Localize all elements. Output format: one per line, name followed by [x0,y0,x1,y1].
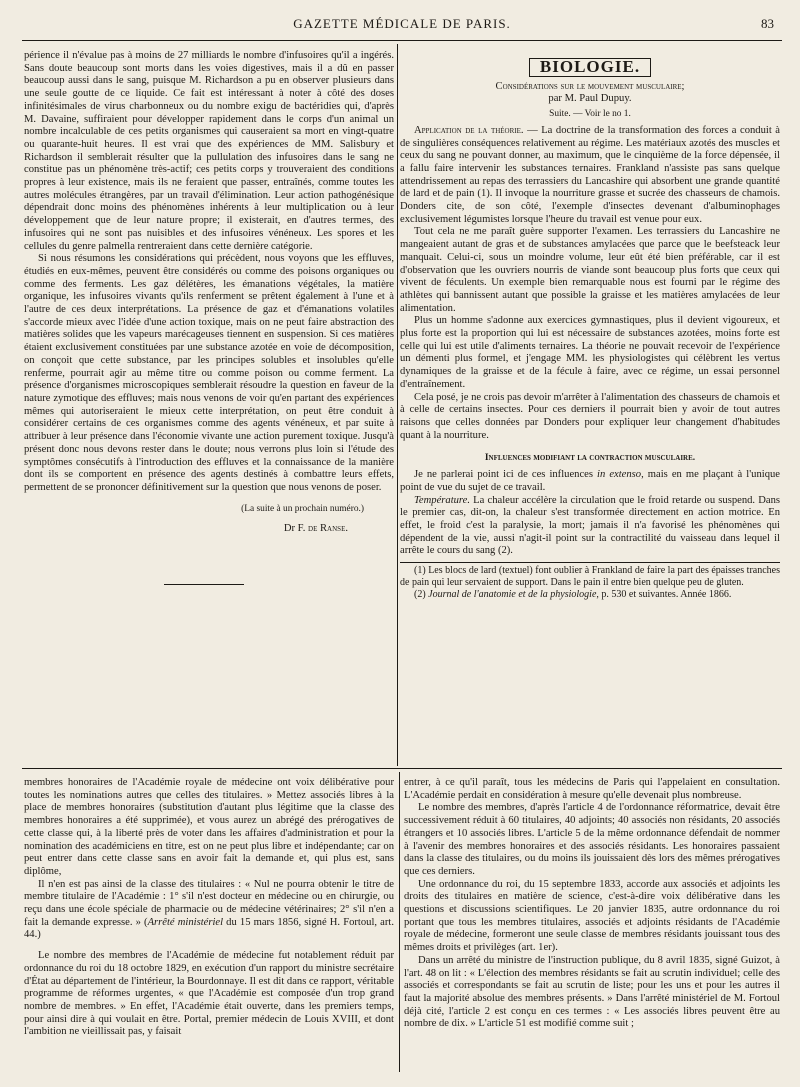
paragraph: Le nombre des membres de l'Académie de médecine fut notablement réduit par ordonnance du roi du 18 octobre 1829, en exécution d'un rapport du ministre secrétaire d'État au département de l'intérieur, la Bourdonnaye. Il est dit dans ce rapport, véritable programme de réformes urgentes, « que l'Académie est composée d'un trop grand nombre de membres. » En effet, l'Académie était ouverte, dans les premiers temps, pour ainsi dire à qui voulait en être. Portal, premier médecin de Louis XVIII, et dont l'ambition ne vieillissait pas, y faisait [24,950,394,1038]
header-rule [22,40,782,41]
paragraph: périence il n'évalue pas à moins de 27 milliards le nombre d'infusoires qu'il a ingérés. Sans doute beaucoup sont morts dans les voies digestives, mais il a dû en passer beaucoup aussi dans le sang, puisque M. Richardson a pu en observer plusieurs dans une seule goutte de ce liquide. Ce fait est intéressant à noter à côté des doses infinitésimales de virus charbonneux ou du nombre exigu de bactéridies qui, d'après M. Davaine, suffiraient pour développer rapidement dans le corps d'un animal un nombre incalculable de ces petits organismes qui causeraient sa mort en vingt-quatre ou quarante-huit heures. Il est vrai que des expériences de MM. Salisbury et Richardson il semblerait résulter que la pullulation des infusoires dans le sang ne constitue pas un phénomène très-actif; ces petits corps y trouveraient des conditions propres à leur existence, mais ils ne feraient que passer, entraînés, comme toutes les autres molécules étrangères, par un travail d'élimination. Leur action pathogénésique dépendrait donc moins des phénomènes inhérents à leur multiplication ou à leur développement que de leur nature propre; il existerait, en d'autres termes, des infusoires qui ne sont pas nuisibles et des infusoires vénéneux. Les spores et les cellules du genre palmella rentreraient dans cette dernière catégorie. [24,50,394,252]
paragraph: Dans un arrêté du ministre de l'instruction publique, du 8 avril 1835, signé Guizot, à l'art. 48 on lit : « L'élection des membres résidants se fait au scrutin individuel; celle des associés et correspondants se fait au scrutin de liste; pour les uns et pour les autres il faut la majorité absolue des membres présents. » Dans l'arrêté ministériel de M. Fortoul déjà cité, l'article 2 est conçu en ces termes : « Les associés libres peuvent être au nombre de dix. » L'article 51 est modifié comme suit ; [404,954,780,1030]
page-number: 83 [761,16,774,31]
footnotes [400,565,780,601]
page-header [22,10,782,38]
paragraph: Il n'en est pas ainsi de la classe des titulaires : « Nul ne pourra obtenir le titre de membre titulaire de l'Académie : 1° s'il n'est docteur en médecine ou en chirurgie, ou reçu dans une école spéciale de pharmacie ou de médecine vétérinaires; 2° s'il n'en a fait la demande expresse. » (Arrêté ministériel du 15 mars 1856, signé H. Fortoul, art. 44.) [24,878,394,941]
footnote: (2) Journal de l'anatomie et de la physiologie, p. 530 et suivantes. Année 1866. [414,589,732,601]
paragraph: membres honoraires de l'Académie royale de médecine ont voix délibérative pour toutes les nominations autres que celles des titulaires. » Mettez associés libres à la place de membres honoraires (substitution d'autant plus légitime que la classe des membres honoraires a été supprimée), et vous aurez un abrégé des prérogatives de cette classe qui, à la liberté près de voter dans les affaires d'administration et pour la nomination des académiciens en titre, est on ne peut plus libre et indépendante; car on peut entrer dans cette classe sans en avoir fait la demande et, qui plus est, sans diplôme, [24,777,394,877]
footnote-rule [400,562,780,563]
paragraph: Une ordonnance du roi, du 15 septembre 1833, accorde aux associés et adjoints les droits des titulaires en matière de science, c'est-à-dire voix délibérative dans les questions et discussions scientifiques. Le 20 janvier 1835, autre ordonnance du roi portant que tous les membres titulaires, associés et adjoints résidants de l'Académie royale de médecine, formeront une seule classe de membres résidants jouissant tous des mêmes droits et privilèges (art. 1er). [404,878,780,954]
paragraph: Le nombre des membres, d'après l'article 4 de l'ordonnance réformatrice, devait être successivement réduit à 60 titulaires, 40 adjoints; 40 associés non résidants, 20 associés étrangers et 10 associés libres. L'article 5 de la même ordonnance défendait de nommer à l'avenir des membres honoraires et des associés résidants. Les honoraires passaient dans la classe des titulaires, ou du moins ils jouissaient dès lors des mêmes prérogatives que ces derniers. [404,802,780,877]
paragraph: Température. La chaleur accélère la circulation que le froid retarde ou suspend. Dans le premier cas, dit-on, la chaleur s'est transformée directement en action motrice. En effet, le froid c'est la paralysie, la mort; jamais il n'a favorisé les phénomènes qui dépendent de la vie, aussi n'agit-il point sur la contractilité du vaisseau dans lequel il arrête le cours du sang (2). [400,494,780,557]
column-divider-bottom [399,772,400,1072]
continued-note: (La suite à un prochain numéro.) [241,503,364,514]
article-continuation: Suite. — Voir le no 1. [549,109,631,120]
paragraph: Application de la théorie. — La doctrine de la transformation des forces a conduit à de singulières conséquences relativement au régime. Les matériaux azotés des muscles et ceux du sang ne pouvant donner, au maximum, que le cinquième de la force dépensée, il a fallu faire intervenir les substances ternaires. Frankland n'assiste pas sans quelque attendrissement au repas des terrassiers du Lancashire qui absorbent une grande quantité de lard et de pain (1). Il invoque la nourriture grasse et sucrée des chasseurs de chamois. Donders cite, de son côté, l'exemple d'insectes devenant d'albuminophages exclusivement légumistes lorsque l'heure du travail est venue pour eux. [400,124,780,225]
article-title: Considérations sur le mouvement musculaire; [495,80,685,92]
column-divider-top [397,44,398,766]
column-1 [24,50,394,585]
subheading: Influences modifiant la contraction musculaire. [484,453,696,464]
journal-title: GAZETTE MÉDICALE DE PARIS. [293,16,511,31]
paragraph: Cela posé, je ne crois pas devoir m'arrêter à l'alimentation des chasseurs de chamois et à celle de certains insectes. Pour ces derniers il pourrait bien y avoir de tout autres raisons que celles données par Donders pour expliquer leur changement d'habitudes quant à la nourriture. [400,391,780,441]
section-title: BIOLOGIE. [400,58,780,77]
column-4 [404,777,780,1031]
article-author: par M. Paul Dupuy. [548,93,632,105]
paragraph: Je ne parlerai point ici de ces influences in extenso, mais en me plaçant à l'unique point de vue du sujet de ce travail. [400,469,780,493]
paragraph: entrer, à ce qu'il paraît, tous les médecins de Paris qui l'appelaient en consultation. L'Académie perdait en considération à mesure qu'elle devenait plus nombreuse. [404,777,780,801]
signature: Dr F. de Ranse. [283,523,348,535]
divider [164,584,244,585]
paragraph: Si nous résumons les considérations qui précèdent, nous voyons que les effluves, étudiés en eux-mêmes, peuvent être considérés ou comme des poisons organiques ou comme des ferments. Les gaz délétères, les émanations végétales, la matière organique, les infusoires vivants qu'ils renferment se prêtent également à l'une et à l'autre de ces deux interprétations. La présence de gaz et d'émanations volatiles s'accorde mieux avec l'idée d'une action toxique, mais on ne peut faire abstraction des matières solides que les vapeurs marécageuses tiennent en suspension. Si ces matières étaient exclusivement constituées par une substance azotée en voie de décomposition, on conçoit que cette substance, par les principes solubles et insolubles qu'elle renferme, pourrait agir au même titre ou comme poison ou comme ferment. La présence d'organismes microscopiques semblerait résoudre la question en faveur de la nature zymotique des effluves; mais nous venons de voir qu'en partant des expériences mêmes qui autoriseraient le mieux cette interprétation, on peut être conduit à considérer certains de ces organismes comme des agents vénéneux, et par suite à attribuer à leur présence dans l'économie vivante une action purement toxique. Jusqu'à présent donc nous devons rester dans le doute; nous verrons plus loin si l'étude des symptômes consécutifs à l'introduction des effluves et la connaissance de la manière dont ils se comportent en présence des agents destinés à combattre leurs effets, permettent de se prononcer définitivement sur la question que nous venons de poser. [24,253,394,493]
section-rule [22,768,782,769]
column-2 [400,58,780,601]
column-3 [24,777,394,1039]
paragraph: Tout cela ne me paraît guère supporter l'examen. Les terrassiers du Lancashire ne mangeaient autant de gras et de substances amylacées que parce que le beefsteack leur manquait. Celui-ci, sous un moindre volume, leur eût été bien préférable, car il est d'observation que les ouvriers nourris de viande sont beaucoup plus forts que ceux qui vivent de féculents. Un exemple bien remarquable nous est fourni par le régime des athlètes qui bannissent autant que possible la graisse et les matières amylacées de leur alimentation. [400,226,780,314]
footnote: (1) Les blocs de lard (textuel) font oublier à Frankland de faire la part des épaisses tranches de pain qui leur servaient de support. Dans le pain il entre bien quelque peu de gluten. [400,565,780,589]
paragraph: Plus un homme s'adonne aux exercices gymnastiques, plus il devient vigoureux, et plus forte est la proportion qui lui est nécessaire de substances azotées, moins forte est celle qui lui est utile d'aliments ternaires. La théorie ne pouvait recevoir de l'expérience un démenti plus formel, et j'engage MM. les physiologistes qui célèbrent les vertus dynamiques de la graisse et de la fécule à faire, avec ce régime, un essai personnel d'entraînement. [400,315,780,390]
